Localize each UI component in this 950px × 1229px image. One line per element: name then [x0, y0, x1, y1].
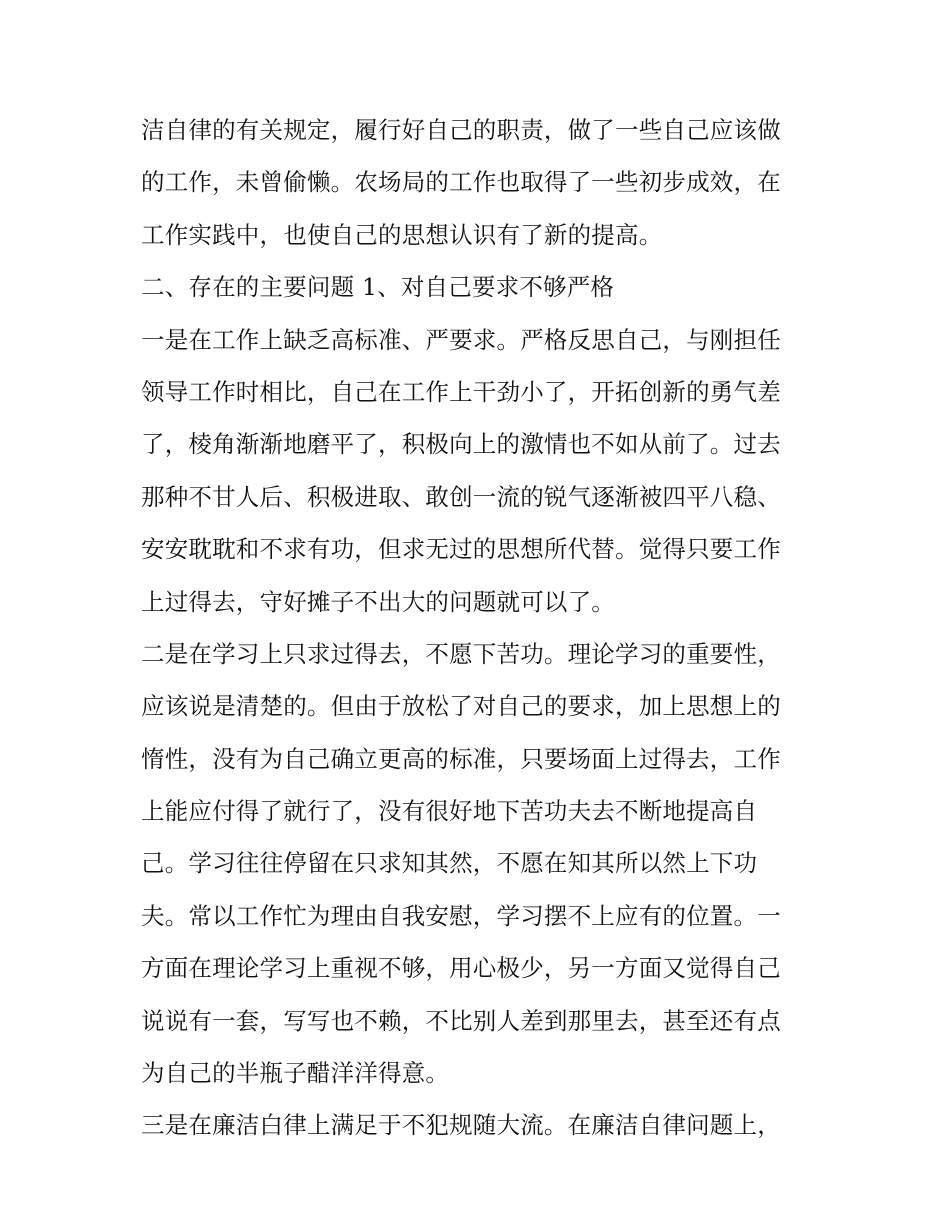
text-line: 一是在工作上缺乏高标准、严要求。严格反思自己，与刚担任: [141, 325, 781, 354]
text-line: 己。学习往往停留在只求知其然，不愿在知其所以然上下功: [141, 849, 758, 878]
document-body: [141, 104, 821, 1152]
text-line: 工作实践中，也使自己的思想认识有了新的提高。: [141, 220, 663, 249]
text-line: 上能应付得了就行了，没有很好地下苦功夫去不断地提高自: [141, 797, 758, 826]
text-line: 惰性，没有为自己确立更高的标准，只要场面上过得去，工作: [141, 744, 781, 773]
text-line: 上过得去，守好摊子不出大的问题就可以了。: [141, 587, 615, 616]
text-line: 三是在廉洁白律上满足于不犯规随大流。在廉洁自律问题上，: [141, 1111, 781, 1140]
text-line: 二是在学习上只求过得去，不愿下苦功。理论学习的重要性，: [141, 639, 781, 668]
text-line: 方面在理论学习上重视不够，用心极少，另一方面又觉得自己: [141, 954, 781, 983]
text-line: 领导工作时相比，自己在工作上干劲小了，开拓创新的勇气差: [141, 377, 781, 406]
text-line: 的工作，未曾偷懒。农场局的工作也取得了一些初步成效，在: [141, 168, 781, 197]
text-line: 洁自律的有关规定，履行好自己的职责，做了一些自己应该做: [141, 116, 781, 144]
section-heading: 二、存在的主要问题 1、对自己要求不够严格: [141, 273, 615, 302]
text-line: 了，棱角渐渐地磨平了，积极向上的激情也不如从前了。过去: [141, 430, 781, 459]
text-line: 那种不甘人后、积极进取、敢创一流的锐气逐渐被四平八稳、: [141, 482, 781, 511]
text-line: 说说有一套，写写也不赖，不比别人差到那里去，甚至还有点: [141, 1006, 781, 1035]
text-line: 夫。常以工作忙为理由自我安慰，学习摆不上应有的位置。一: [141, 901, 781, 930]
text-line: 安安耽耽和不求有功，但求无过的思想所代替。觉得只要工作: [141, 535, 781, 564]
text-line: 为自己的半瓶子醋洋洋得意。: [141, 1059, 450, 1088]
text-line: 应该说是清楚的。但由于放松了对自己的要求，加上思想上的: [141, 692, 781, 721]
